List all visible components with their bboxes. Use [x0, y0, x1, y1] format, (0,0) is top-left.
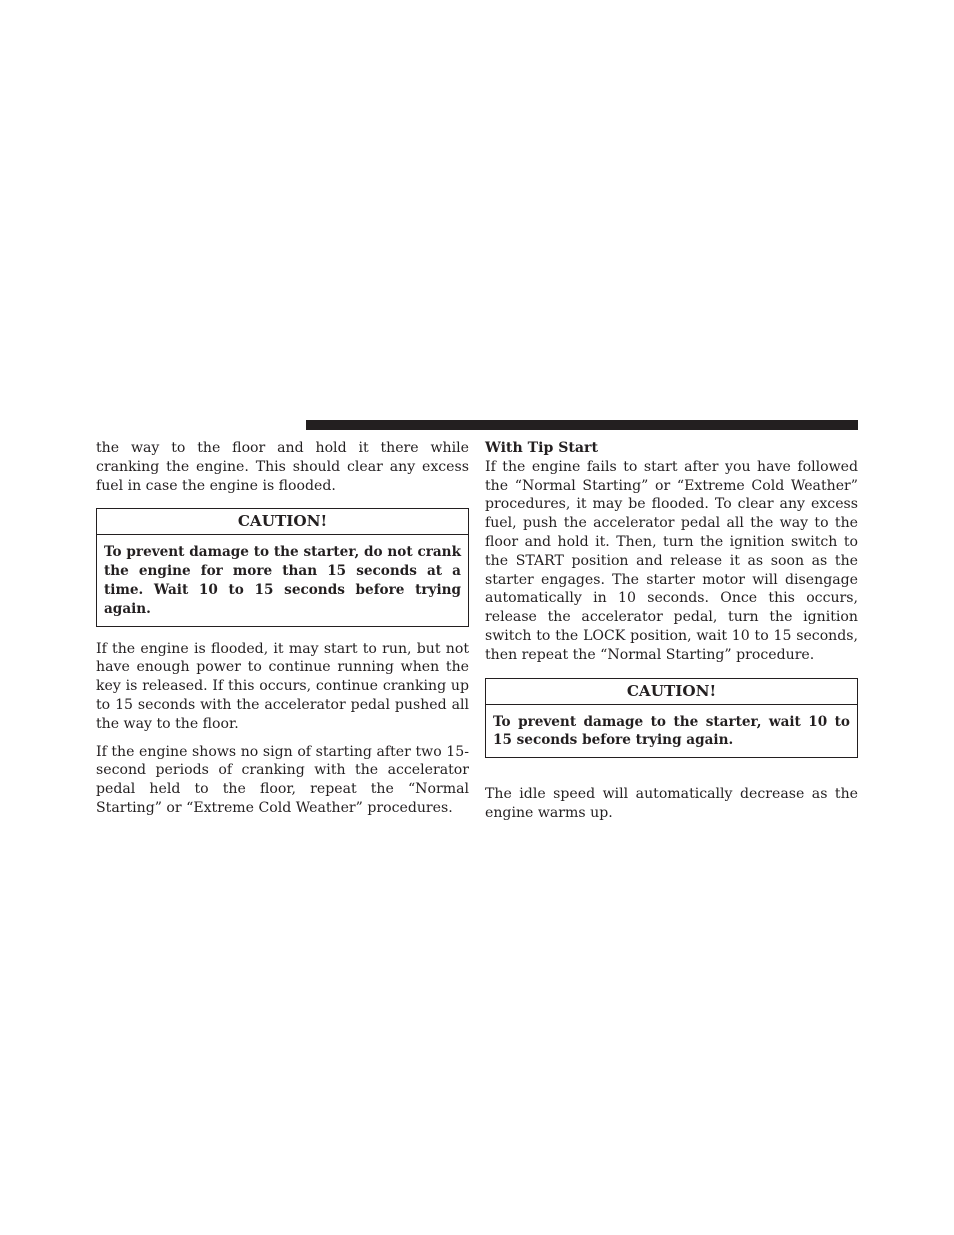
caution-title: CAUTION! [486, 679, 857, 705]
caution-body: To prevent damage to the starter, wait 10 to 15 seconds before trying again. [493, 713, 850, 749]
caution-body: To prevent damage to the starter, do not crank the engine for more than 15 seconds at a time. Wait 10 to 15 seconds before trying again. [104, 544, 461, 617]
left-paragraph-2: If the engine is flooded, it may start to run, but not have enough power to continue running when the key is released. If this occurs, continue cranking up to 15 seconds with the accelerator pedal pushed all the way to the floor. [96, 640, 469, 732]
header-rule [306, 420, 858, 430]
left-paragraph-1: the way to the floor and hold it there while cranking the engine. This should clear any excess fuel in case the engine is flooded. [96, 440, 469, 494]
left-paragraph-3: If the engine shows no sign of starting after two 15-second periods of cranking with the accelerator pedal held to the floor, repeat the “Normal Starting” or “Extreme Cold Weather” procedures. [96, 743, 469, 816]
right-paragraph-2: The idle speed will automatically decrease as the engine warms up. [485, 786, 858, 821]
right-paragraph-1: If the engine fails to start after you have followed the “Normal Starting” or “Extreme Cold Weather” procedures, it may be flooded. To clear any excess fuel, push the accelerator pedal all the way to the floor and hold it. Then, turn the ignition switch to the START position and release it as soon as the starter engages. The starter motor will disengage automatically in 10 seconds. Once this occurs, release the accelerator pedal, turn the ignition switch to the LOCK position, wait 10 to 15 seconds, then repeat the “Normal Starting” procedure. [485, 458, 858, 663]
caution-box-left [96, 508, 469, 626]
right-column [485, 439, 858, 823]
caution-title: CAUTION! [97, 509, 468, 535]
caution-box-right [485, 678, 858, 759]
left-column [96, 439, 469, 818]
section-heading: With Tip Start [485, 440, 598, 456]
